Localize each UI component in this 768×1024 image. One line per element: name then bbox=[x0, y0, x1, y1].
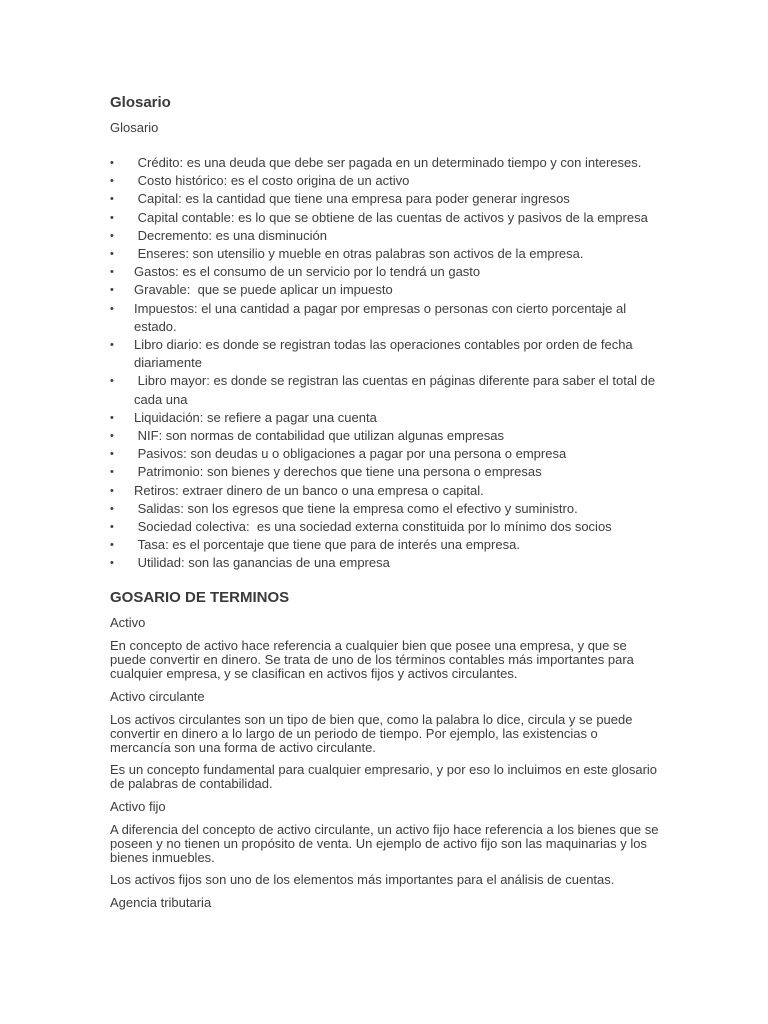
glossary-item bbox=[110, 536, 660, 554]
glossary-item bbox=[110, 281, 660, 299]
bullet-icon: • bbox=[110, 193, 114, 206]
glossary-item bbox=[110, 190, 660, 208]
bullet-icon: • bbox=[110, 521, 114, 534]
glossary-item bbox=[110, 500, 660, 518]
glossary-item-text: NIF: son normas de contabilidad que utilizan algunas empresas bbox=[134, 428, 504, 444]
bullet-icon: • bbox=[110, 375, 114, 388]
glossary-item bbox=[110, 263, 660, 281]
glossary-item bbox=[110, 300, 660, 336]
bullet-icon: • bbox=[110, 484, 114, 497]
glossary-item-text: Crédito: es una deuda que debe ser pagada en un determinado tiempo y con intereses. bbox=[134, 155, 642, 170]
bullet-icon: • bbox=[110, 284, 114, 297]
glossary-item-text: Decremento: es una disminución bbox=[134, 227, 327, 243]
glossary-item-text: Capital contable: es lo que se obtiene de las cuentas de activos y pasivos de la empresa bbox=[134, 209, 648, 225]
glossary-item bbox=[110, 409, 660, 427]
glossary-item bbox=[110, 227, 660, 245]
glossary-item bbox=[110, 463, 660, 481]
bullet-icon: • bbox=[110, 157, 114, 169]
term-paragraph: En concepto de activo hace referencia a cualquier bien que posee una empresa, y que se puede convertir en dinero. Se trata de uno de los términos contables más importantes para cualquier empresa, y se clasifican en activos fijos y activos circulantes. bbox=[110, 637, 634, 681]
bullet-icon: • bbox=[110, 557, 114, 570]
glossary-item bbox=[110, 336, 660, 372]
glossary-item-text: Libro mayor: es donde se registran las cuentas en páginas diferente para saber el total de cada una bbox=[134, 373, 659, 407]
glossary-item bbox=[110, 154, 660, 172]
bullet-icon: • bbox=[110, 248, 114, 261]
glossary-item bbox=[110, 554, 660, 572]
document-subtitle: Glosario bbox=[110, 120, 159, 135]
bullet-icon: • bbox=[110, 211, 114, 224]
bullet-icon: • bbox=[110, 339, 114, 352]
glossary-item bbox=[110, 518, 660, 536]
glossary-item-text: Liquidación: se refiere a pagar una cuenta bbox=[134, 409, 377, 425]
bullet-icon: • bbox=[110, 266, 114, 279]
bullet-icon: • bbox=[110, 502, 114, 515]
glossary-item bbox=[110, 427, 660, 445]
term-paragraph: Los activos fijos son uno de los elementos más importantes para el análisis de cuentas. bbox=[110, 871, 615, 887]
bullet-icon: • bbox=[110, 466, 114, 479]
glossary-item bbox=[110, 445, 660, 463]
glossary-item-text: Pasivos: son deudas u o obligaciones a pagar por una persona o empresa bbox=[134, 446, 567, 462]
section-body bbox=[110, 615, 660, 911]
term-heading: Activo circulante bbox=[110, 688, 205, 704]
bullet-icon: • bbox=[110, 430, 114, 443]
glossary-item bbox=[110, 482, 660, 500]
bullet-icon: • bbox=[110, 539, 114, 552]
glossary-item-text: Tasa: es el porcentaje que tiene que para de interés una empresa. bbox=[134, 537, 520, 553]
glossary-item-text: Capital: es la cantidad que tiene una empresa para poder generar ingresos bbox=[134, 191, 570, 207]
glossary-item-text: Gravable: que se puede aplicar un impuesto bbox=[134, 282, 393, 298]
term-heading: Activo bbox=[110, 614, 146, 630]
glossary-item bbox=[110, 372, 660, 408]
term-paragraph: Los activos circulantes son un tipo de bien que, como la palabra lo dice, circula y se puede convertir en dinero a lo largo de un periodo de tiempo. Por ejemplo, las existencias o mercancía son una forma de activo circulante. bbox=[110, 711, 633, 755]
bullet-icon: • bbox=[110, 411, 114, 424]
glossary-item-text: Utilidad: son las ganancias de una empresa bbox=[134, 555, 390, 571]
term-paragraph: Es un concepto fundamental para cualquier empresario, y por eso lo incluimos en este glosario de palabras de contabilidad. bbox=[110, 761, 658, 791]
glossary-item-text: Gastos: es el consumo de un servicio por lo tendrá un gasto bbox=[134, 264, 481, 280]
glossary-item bbox=[110, 209, 660, 227]
term-heading: Agencia tributaria bbox=[110, 894, 212, 910]
glossary-item-text: Impuestos: el una cantidad a pagar por empresas o personas con cierto porcentaje al estado. bbox=[134, 300, 630, 334]
glossary-item-text: Enseres: son utensilio y mueble en otras palabras son activos de la empresa. bbox=[134, 246, 584, 262]
glossary-item bbox=[110, 172, 660, 190]
document-title: Glosario bbox=[110, 94, 171, 111]
glossary-list bbox=[110, 154, 660, 573]
bullet-icon: • bbox=[110, 448, 114, 461]
glossary-item-text: Salidas: son los egresos que tiene la empresa como el efectivo y suministro. bbox=[134, 500, 578, 516]
bullet-icon: • bbox=[110, 175, 114, 188]
glossary-item-text: Retiros: extraer dinero de un banco o una empresa o capital. bbox=[134, 482, 484, 498]
bullet-icon: • bbox=[110, 229, 114, 242]
glossary-item-text: Libro diario: es donde se registran todas las operaciones contables por orden de fecha diariamente bbox=[134, 337, 637, 371]
glossary-item-text: Sociedad colectiva: es una sociedad externa constituida por lo mínimo dos socios bbox=[134, 519, 612, 535]
bullet-icon: • bbox=[110, 302, 114, 315]
glossary-item-text: Patrimonio: son bienes y derechos que tiene una persona o empresas bbox=[134, 464, 542, 480]
glossary-item-text: Costo histórico: es el costo origina de un activo bbox=[134, 173, 410, 189]
document-page bbox=[110, 94, 660, 911]
term-heading: Activo fijo bbox=[110, 798, 166, 814]
glossary-item bbox=[110, 245, 660, 263]
term-paragraph: A diferencia del concepto de activo circulante, un activo fijo hace referencia a los bienes que se poseen y no tienen un propósito de venta. Un ejemplo de activo fijo son las maquinarias y los bienes inmuebles. bbox=[110, 821, 659, 865]
section-heading: GOSARIO DE TERMINOS bbox=[110, 588, 290, 606]
